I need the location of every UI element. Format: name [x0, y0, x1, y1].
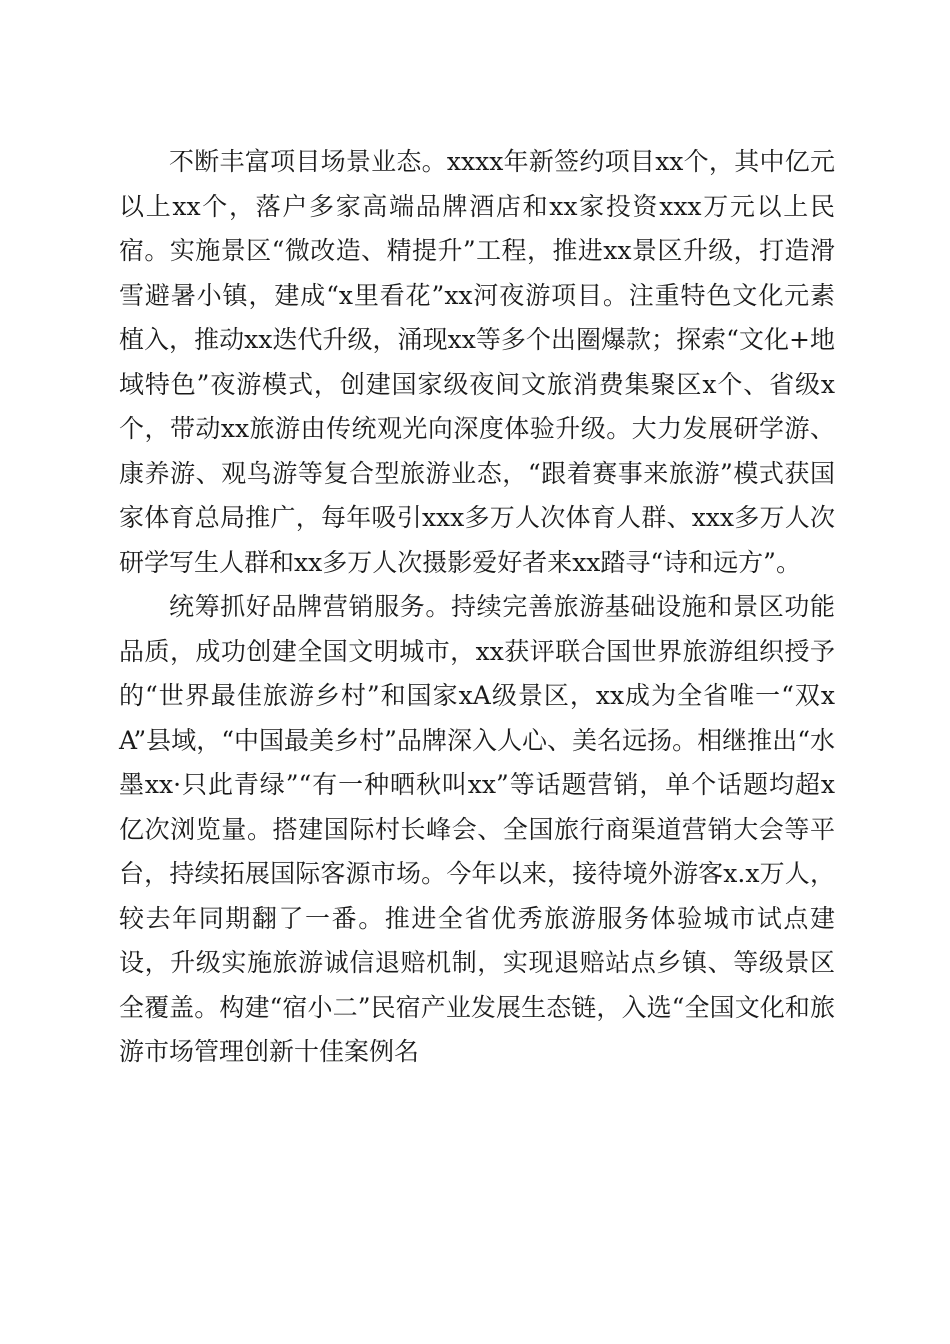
paragraph-brand-marketing: 统筹抓好品牌营销服务。持续完善旅游基础设施和景区功能品质，成功创建全国文明城市，xx获评联合国世界旅游组织授予的“世界最佳旅游乡村”和国家xA级景区，xx成为全省唯一“双xA”县域，“中国最美乡村”品牌深入人心、美名远扬。相继推出“水墨xx·只此青绿”“有一种晒秋叫xx”等话题营销，单个话题均超x亿次浏览量。搭建国际村长峰会、全国旅行商渠道营销大会等平台，持续拓展国际客源市场。今年以来，接待境外游客x.x万人，较去年同期翻了一番。推进全省优秀旅游服务体验城市试点建设，升级实施旅游诚信退赔机制，实现退赔站点乡镇、等级景区全覆盖。构建“宿小二”民宿产业发展生态链，入选“全国文化和旅游市场管理创新十佳案例名: [119, 592, 835, 1066]
paragraph-project-scenes: 不断丰富项目场景业态。xxxx年新签约项目xx个，其中亿元以上xx个，落户多家高端品牌酒店和xx家投资xxx万元以上民宿。实施景区“微改造、精提升”工程，推进xx景区升级，打造滑雪避暑小镇，建成“x里看花”xx河夜游项目。注重特色文化元素植入，推动xx迭代升级，涌现xx等多个出圈爆款；探索“文化+地域特色”夜游模式，创建国家级夜间文旅消费集聚区x个、省级x个，带动xx旅游由传统观光向深度体验升级。大力发展研学游、康养游、观鸟游等复合型旅游业态，“跟着赛事来旅游”模式获国家体育总局推广，每年吸引xxx多万人次体育人群、xxx多万人次研学写生人群和xx多万人次摄影爱好者来xx踏寻“诗和远方”。: [119, 147, 835, 577]
document-body: [119, 140, 835, 1075]
